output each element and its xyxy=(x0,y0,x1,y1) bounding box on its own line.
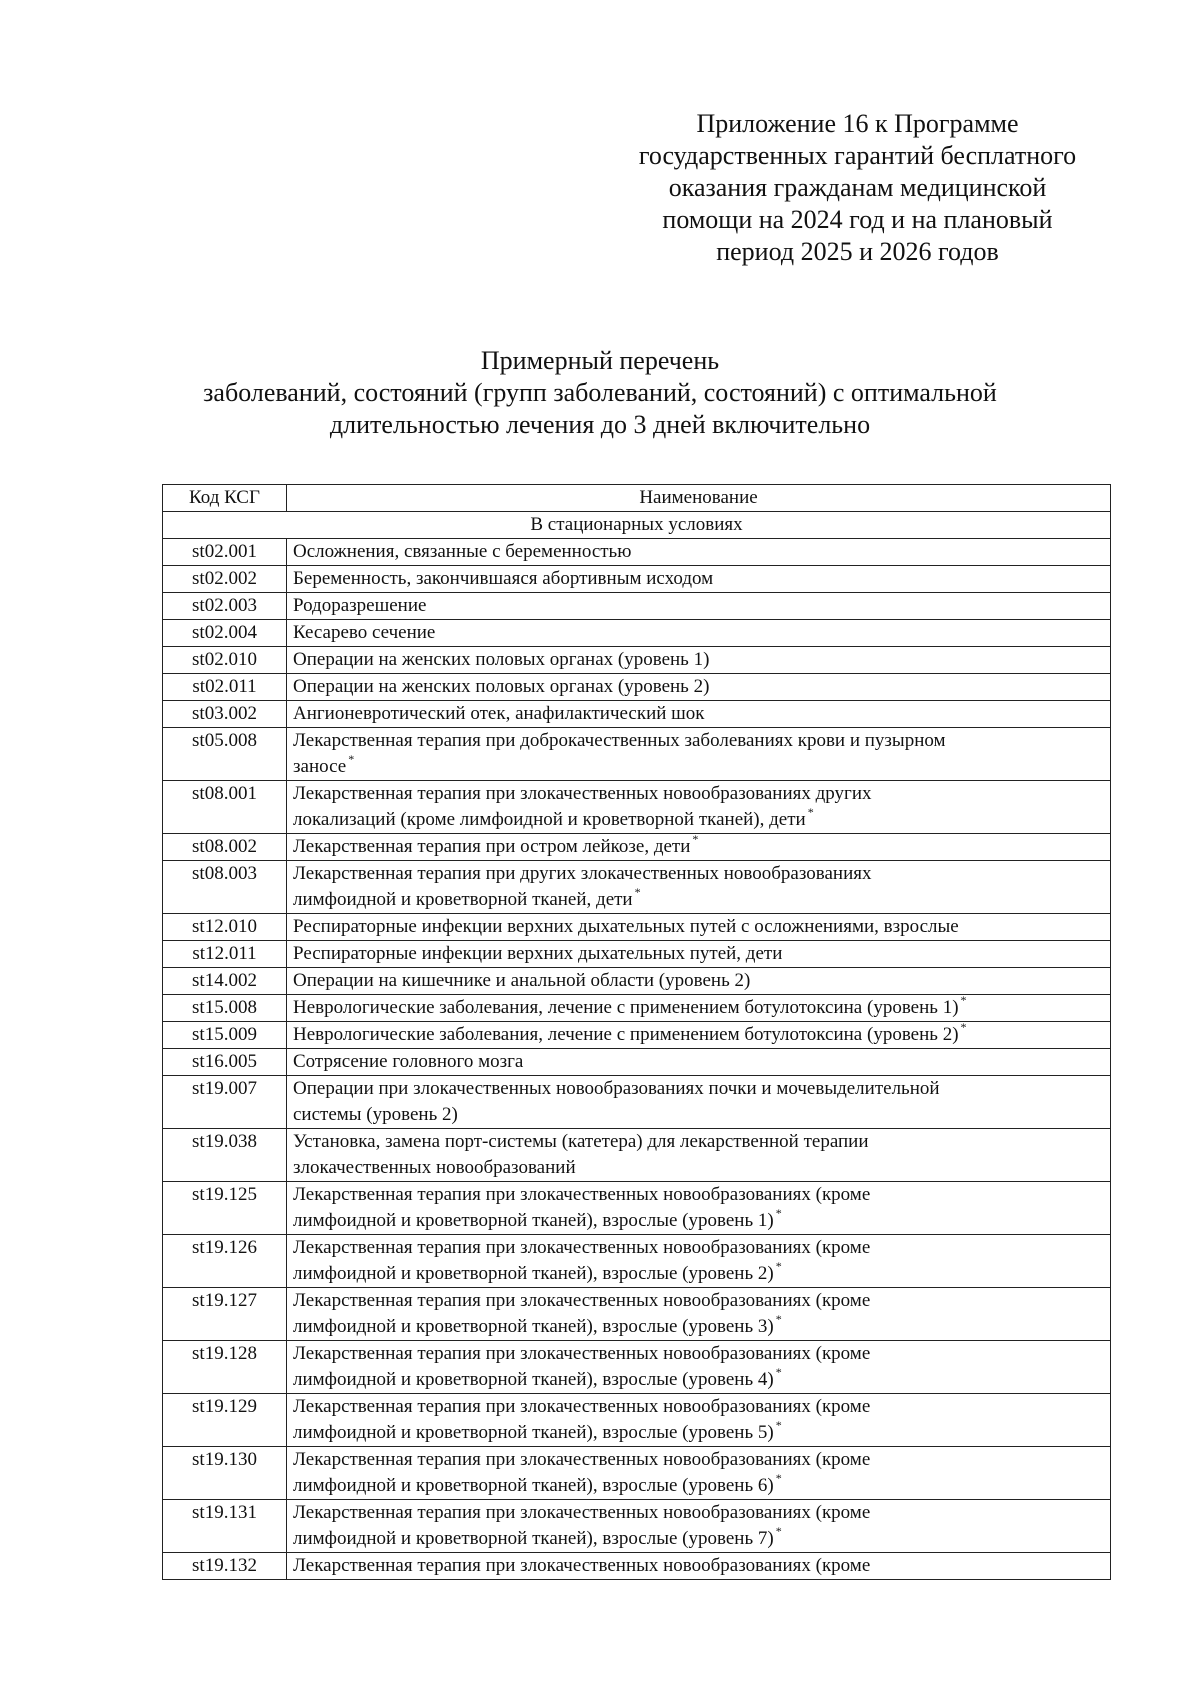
name-line: Лекарственная терапия при злокачественных новообразованиях (кроме xyxy=(293,1184,871,1205)
name-line: Сотрясение головного мозга xyxy=(293,1051,524,1072)
title-line: Примерный перечень xyxy=(480,346,720,375)
ksg-code: st08.002 xyxy=(163,834,287,861)
footnote-mark: * xyxy=(775,1311,782,1326)
ksg-code: st03.002 xyxy=(163,701,287,728)
ksg-code: st05.008 xyxy=(163,728,287,781)
ksg-code: st19.129 xyxy=(163,1394,287,1447)
name-line: Лекарственная терапия при других злокачественных новообразованиях xyxy=(293,863,872,884)
table-row xyxy=(163,1341,1111,1394)
name-line: лимфоидной и кроветворной тканей), взрослые (уровень 7) * xyxy=(293,1523,782,1549)
ksg-name xyxy=(287,1553,1111,1580)
footnote-mark: * xyxy=(960,992,967,1007)
ksg-code: st12.011 xyxy=(163,941,287,968)
ksg-name xyxy=(287,1500,1111,1553)
name-line: Родоразрешение xyxy=(293,595,427,616)
table-row xyxy=(163,834,1111,861)
table-row xyxy=(163,914,1111,941)
name-line: лимфоидной и кроветворной тканей), взрослые (уровень 2) * xyxy=(293,1258,782,1284)
footnote-mark: * xyxy=(775,1205,782,1220)
ksg-name xyxy=(287,647,1111,674)
name-line: Респираторные инфекции верхних дыхательных путей с осложнениями, взрослые xyxy=(293,916,959,937)
ksg-name xyxy=(287,831,1111,861)
ksg-table xyxy=(162,484,1111,1580)
name-line: Лекарственная терапия при злокачественных новообразованиях (кроме xyxy=(293,1396,871,1417)
ksg-name xyxy=(287,941,1111,968)
appendix-line: период 2025 и 2026 годов xyxy=(716,237,999,266)
footnote-mark: * xyxy=(634,884,641,899)
appendix-line: оказания гражданам медицинской xyxy=(668,173,1047,202)
ksg-code: st19.038 xyxy=(163,1129,287,1182)
ksg-code: st19.127 xyxy=(163,1288,287,1341)
ksg-code: st19.132 xyxy=(163,1553,287,1580)
name-line: лимфоидной и кроветворной тканей), взрослые (уровень 5) * xyxy=(293,1417,782,1443)
name-line: системы (уровень 2) xyxy=(293,1104,458,1125)
table-row xyxy=(163,1049,1111,1076)
table-row xyxy=(163,1235,1111,1288)
table-row xyxy=(163,566,1111,593)
name-line: заносе * xyxy=(293,751,355,777)
table-row xyxy=(163,1394,1111,1447)
ksg-code: st08.003 xyxy=(163,861,287,914)
table-row xyxy=(163,1500,1111,1553)
ksg-code: st14.002 xyxy=(163,968,287,995)
ksg-name xyxy=(287,539,1111,566)
name-line: Беременность, закончившаяся абортивным исходом xyxy=(293,568,714,589)
section-label: В стационарных условиях xyxy=(163,512,1111,539)
ksg-code: st16.005 xyxy=(163,1049,287,1076)
ksg-name xyxy=(287,1341,1111,1394)
footnote-mark: * xyxy=(775,1417,782,1432)
name-line: лимфоидной и кроветворной тканей), взрослые (уровень 3) * xyxy=(293,1311,782,1337)
name-line: Неврологические заболевания, лечение с применением ботулотоксина (уровень 1) * xyxy=(293,992,967,1018)
ksg-code: st02.001 xyxy=(163,539,287,566)
table-header-row xyxy=(163,485,1111,512)
name-line: Операции при злокачественных новообразованиях почки и мочевыделительной xyxy=(293,1078,940,1099)
ksg-code: st15.008 xyxy=(163,995,287,1022)
ksg-name xyxy=(287,1019,1111,1049)
table-row xyxy=(163,620,1111,647)
table-row xyxy=(163,728,1111,781)
footnote-mark: * xyxy=(807,804,814,819)
ksg-code: st02.011 xyxy=(163,674,287,701)
title-line: заболеваний, состояний (групп заболеваний, состояний) с оптимальной xyxy=(203,378,997,407)
table-row xyxy=(163,1447,1111,1500)
footnote-mark: * xyxy=(348,751,355,766)
ksg-name xyxy=(287,1447,1111,1500)
footnote-mark: * xyxy=(775,1470,782,1485)
header-name: Наименование xyxy=(287,485,1111,512)
ksg-code: st19.131 xyxy=(163,1500,287,1553)
footnote-mark: * xyxy=(775,1523,782,1538)
section-row xyxy=(163,512,1111,539)
appendix-line: помощи на 2024 год и на плановый xyxy=(662,205,1053,234)
ksg-code: st19.007 xyxy=(163,1076,287,1129)
ksg-code: st02.002 xyxy=(163,566,287,593)
name-line: Лекарственная терапия при остром лейкозе, дети * xyxy=(293,831,699,857)
name-line: злокачественных новообразований xyxy=(293,1157,576,1178)
name-line: лимфоидной и кроветворной тканей), взрослые (уровень 6) * xyxy=(293,1470,782,1496)
name-line: лимфоидной и кроветворной тканей), взрослые (уровень 4) * xyxy=(293,1364,782,1390)
ksg-name xyxy=(287,968,1111,995)
ksg-name xyxy=(287,781,1111,834)
table-row xyxy=(163,1288,1111,1341)
name-line: локализаций (кроме лимфоидной и кроветворной тканей), дети * xyxy=(293,804,814,830)
name-line: лимфоидной и кроветворной тканей), взрослые (уровень 1) * xyxy=(293,1205,782,1231)
ksg-name xyxy=(287,1129,1111,1182)
title-line: длительностью лечения до 3 дней включительно xyxy=(329,410,871,439)
ksg-code: st19.130 xyxy=(163,1447,287,1500)
table-row xyxy=(163,941,1111,968)
table-row xyxy=(163,1553,1111,1580)
table-row xyxy=(163,861,1111,914)
name-line: Операции на кишечнике и анальной области (уровень 2) xyxy=(293,970,751,991)
appendix-note xyxy=(610,108,1105,268)
ksg-name xyxy=(287,1076,1111,1129)
appendix-line: государственных гарантий бесплатного xyxy=(638,141,1077,170)
ksg-code: st02.003 xyxy=(163,593,287,620)
table-row xyxy=(163,1129,1111,1182)
table-row xyxy=(163,539,1111,566)
ksg-name xyxy=(287,914,1111,941)
ksg-code: st08.001 xyxy=(163,781,287,834)
ksg-name xyxy=(287,728,1111,781)
name-line: Лекарственная терапия при доброкачественных заболеваниях крови и пузырном xyxy=(293,730,946,751)
name-line: Лекарственная терапия при злокачественных новообразованиях (кроме xyxy=(293,1290,871,1311)
name-line: Лекарственная терапия при злокачественных новообразованиях (кроме xyxy=(293,1449,871,1470)
appendix-line: Приложение 16 к Программе xyxy=(696,109,1019,138)
header-code: Код КСГ xyxy=(163,485,287,512)
ksg-code: st12.010 xyxy=(163,914,287,941)
ksg-code: st19.126 xyxy=(163,1235,287,1288)
name-line: лимфоидной и кроветворной тканей, дети * xyxy=(293,884,641,910)
table-row xyxy=(163,1022,1111,1049)
ksg-name xyxy=(287,1049,1111,1076)
name-line: Лекарственная терапия при злокачественных новообразованиях (кроме xyxy=(293,1555,871,1576)
table-row xyxy=(163,701,1111,728)
table-row xyxy=(163,647,1111,674)
ksg-name xyxy=(287,620,1111,647)
table-row xyxy=(163,995,1111,1022)
table-row xyxy=(163,674,1111,701)
footnote-mark: * xyxy=(775,1258,782,1273)
name-line: Неврологические заболевания, лечение с применением ботулотоксина (уровень 2) * xyxy=(293,1019,967,1045)
ksg-name xyxy=(287,566,1111,593)
name-line: Лекарственная терапия при злокачественных новообразованиях (кроме xyxy=(293,1343,871,1364)
ksg-name xyxy=(287,861,1111,914)
name-line: Лекарственная терапия при злокачественных новообразованиях других xyxy=(293,783,872,804)
table-row xyxy=(163,781,1111,834)
table-row xyxy=(163,1076,1111,1129)
ksg-code: st19.125 xyxy=(163,1182,287,1235)
document-title xyxy=(150,345,1050,441)
ksg-code: st02.010 xyxy=(163,647,287,674)
ksg-name xyxy=(287,1182,1111,1235)
ksg-name xyxy=(287,1288,1111,1341)
table-row xyxy=(163,593,1111,620)
name-line: Лекарственная терапия при злокачественных новообразованиях (кроме xyxy=(293,1502,871,1523)
name-line: Респираторные инфекции верхних дыхательных путей, дети xyxy=(293,943,783,964)
name-line: Операции на женских половых органах (уровень 1) xyxy=(293,649,710,670)
ksg-code: st19.128 xyxy=(163,1341,287,1394)
table-row xyxy=(163,1182,1111,1235)
name-line: Кесарево сечение xyxy=(293,622,436,643)
footnote-mark: * xyxy=(960,1019,967,1034)
ksg-name xyxy=(287,992,1111,1022)
table-row xyxy=(163,968,1111,995)
ksg-name xyxy=(287,1394,1111,1447)
ksg-code: st02.004 xyxy=(163,620,287,647)
name-line: Осложнения, связанные с беременностью xyxy=(293,541,632,562)
name-line: Ангионевротический отек, анафилактический шок xyxy=(293,703,705,724)
ksg-name xyxy=(287,1235,1111,1288)
footnote-mark: * xyxy=(692,831,699,846)
name-line: Лекарственная терапия при злокачественных новообразованиях (кроме xyxy=(293,1237,871,1258)
ksg-name xyxy=(287,701,1111,728)
ksg-name xyxy=(287,674,1111,701)
footnote-mark: * xyxy=(775,1364,782,1379)
name-line: Установка, замена порт-системы (катетера) для лекарственной терапии xyxy=(293,1131,869,1152)
ksg-code: st15.009 xyxy=(163,1022,287,1049)
ksg-name xyxy=(287,593,1111,620)
name-line: Операции на женских половых органах (уровень 2) xyxy=(293,676,710,697)
